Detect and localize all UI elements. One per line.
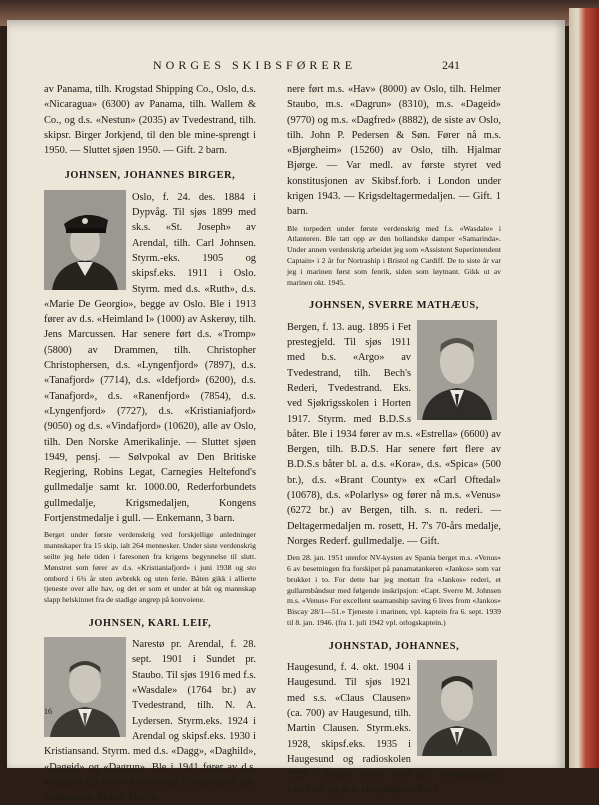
entry-bio-birger: Oslo, f. 24. des. 1884 i Dypvåg. Til sjøs 1899 med sk.s. «St. Joseph» av Arendal, tilh. Carl Johnsen. Styrm.-eks. 1905 og skipsf.eks. 1911 i Oslo. Styrm. med d.s. «Ruth», d.s. «Marie De Georgio», begge av Oslo. Ble i 1913 fører av d.s. «Heimland I» (1000) av Askerøy, tilh. Jens Marcussen. Har senere ført d.s. «Tromp» (5800) av Drammen, tilh. Christopher Christophersen, d.s. «Lyngenfjord» (7897), d.s. «Tanafjord» (7714), d.s. «Idefjord» (6200), d.s. «Tanafjord», d.s. «Ranenfjord» (7854), d.s. «Lyngenfjord» (7727), d.s. «Kristianiafjord» (9050) og d.s. «Vindafjord» (10620), alle av Oslo, tilh. Den Norske Amerikalinje. — Sluttet sjøen 1949, pensj. — Sølvpokal av Den Britiske Regjering, Robins Legat, Carnegies Heltefond's gullmedalje samt kr. 1000.00, Rederforbundets gullmedalje, Krigsmedaljen, Kongens Fortjenstmedalje i gull. — Enkemann, 3 barn.: [44, 191, 256, 525]
portrait-photo-sverre: [417, 320, 497, 420]
book-page: [7, 20, 565, 804]
portrait-photo-birger: [44, 190, 126, 290]
right-intro-note: Ble torpedert under første verdenskrig med f.s. «Wasdale» i Atlanteren. Ble tatt opp av den hollandske damper «Samarinda». Under annen verdenskrig arbeidet jeg som «Assistent Superintendent Captain» i 2 år for Nortraship i Bristol og Cardiff. De to siste år var jeg i marinen først som fenrik, siden som løytnant. Gikk ut av marinen okt. 1945.: [287, 223, 501, 287]
portrait-photo-johannes: [417, 660, 497, 756]
entry-heading-leif: JOHNSEN, KARL LEIF,: [88, 617, 212, 629]
right-column: [287, 82, 501, 798]
running-head: [7, 58, 565, 72]
page-number: 241: [442, 58, 460, 72]
entry-note-birger: Berget under første verdenskrig ved forskjellige anledninger mannskaper fra 15 skip, ialt 264 mennesker. Under siste verdenskrig seilte jeg hele tiden i faresonen fra krigens begynnelse til slutt. Mønstret som fører av d.s. «Kristianiafjord» i juni 1938 og sto ombord i 6¾ år uten avbrekk og uten ferie. Båten gikk i allierte tjeneste over alle hav, og det er som et under at båt og mannskap slapp helskinnet fra de stadige angrep på konvoiene.: [44, 530, 256, 605]
left-intro-text: av Panama, tilh. Krogstad Shipping Co., Oslo, d.s. «Nicaragua» (6300) av Panama, tilh. Wallem & Co., og d.s. «Nestun» (2035) av Tvedestrand, tilh. skipsr. Birger Jorkjend, til den ble mine-sprengt i 1950. — Sluttet sjøen 1950. — Gift. 2 barn.: [44, 84, 256, 157]
entry-heading-johannes: JOHNSTAD, JOHANNES,: [328, 640, 460, 652]
signature-number: 16: [44, 707, 52, 716]
page-edges: [569, 8, 599, 768]
entry-bio-johannes: Haugesund, f. 4. okt. 1904 i Haugesund. Til sjøs 1921 med s.s. «Claus Clausen» (ca. 700) av Haugesund, tilh. Martin Clausen. Styrm.eks. 1928, skipsf.eks. 1935 i Haugesund og radioskolen 1929 i Bergen. Styrm. med m.s. «Brandanger», s.s.«Liv» og m.s. «Høyanger». Ble i: [287, 662, 501, 796]
portrait-man-suit: [417, 320, 497, 420]
entry-bio-sverre: Bergen, f. 13. aug. 1895 i Fet prestegjeld. Til sjøs 1911 med b.s. «Argo» av Tvedestrand, tilh. Bech's Rederi, Tvedestrand. Eks. ved Sjøkrigsskolen i Horten 1917. Styrm. med B.D.S.s båter. Ble i 1934 fører av m.s. «Estrella» (6600) av Bergen, tilh. B.D.S. Har senere ført flere av B.D.S.s båter bl. a. d.s. «Kora», d.s. «Spica» (500 br.), d.s. «Brant County» ex «Carl Oftedal» (10678), d.s. «Polarlys» og fører nå m.s. «Venus» (6272 br.) av Bergen, tilh. s. n. rederi. — Deltagermedaljen m. rosett, H. 7's 70-års medalje, Norges Rederf. gullmedalje. — Gift.: [287, 321, 501, 547]
left-column: [44, 82, 256, 805]
right-intro-text: nere ført m.s. «Hav» (8000) av Oslo, tilh. Helmer Staubo, m.s. «Dagrun» (8310), m.s. «Dageid» (9770) og m.s. «Dagfred» (8882), de siste av Oslo, tilh. John P. Pedersen & Søn. Fører nå m.s. «Bjørgheim» (15260) av Oslo, tilh. Hjalmar Bjørge. — Var medl. av første styret ved konstitusjonen av Skibsf.forb. i London under krigen 1943. — Krigsdeltagermedaljen. — Gift. 1 barn.: [287, 84, 501, 218]
entry-heading-sverre: JOHNSEN, SVERRE MATHÆUS,: [309, 300, 479, 312]
portrait-man-suit: [44, 637, 126, 737]
entry-note-sverre: Den 28. jan. 1951 utenfor NV-kysten av Spania berget m.s. «Venus» 6 av besetningen fra forskipet på panamatankeren «Jankos» som var brukket i to. For dette har jeg mottatt fra «Jankos» rederi, et gullarmbåndsur med følgende inskripsjon: «Capt. Sverre M. Johnsen m.s. «Venus» For excellent seamanship saving 6 lives from «Jankos» Biscay 28/1—51.» Tjeneste i marinen, vpl. kaptein fra 6. sept. 1939 til 8. jan. 1946. (fra 1. juli 1942 vpl. orlogskaptein.): [287, 553, 501, 627]
entry-heading-birger: JOHNSEN, JOHANNES BIRGER,: [64, 170, 236, 182]
portrait-man-suit: [417, 660, 497, 756]
portrait-captain-cap: [44, 190, 126, 290]
portrait-photo-leif: [44, 637, 126, 737]
entry-bio-leif: Narestø pr. Arendal, f. 28. sept. 1901 i Sundet pr. Staubo. Til sjøs 1916 med f.s. «Wasdale» (1764 br.) av Tvedestrand, tilh. N. A. Lydersen. Styrm.eks. 1924 i Arendal og skipsf.eks. 1930 i Kristiansand. Styrm. med d.s. «Dagg», «Daghild», «Dageid» og «Dagrun». Ble i 1941 fører av d.s. «Audun» (2100) av Askerøya pr. Tvedestrand, tilh. Markussens Rederi. Har se-: [44, 639, 256, 804]
running-title: NORGES SKIBSFØRERE: [153, 58, 357, 72]
